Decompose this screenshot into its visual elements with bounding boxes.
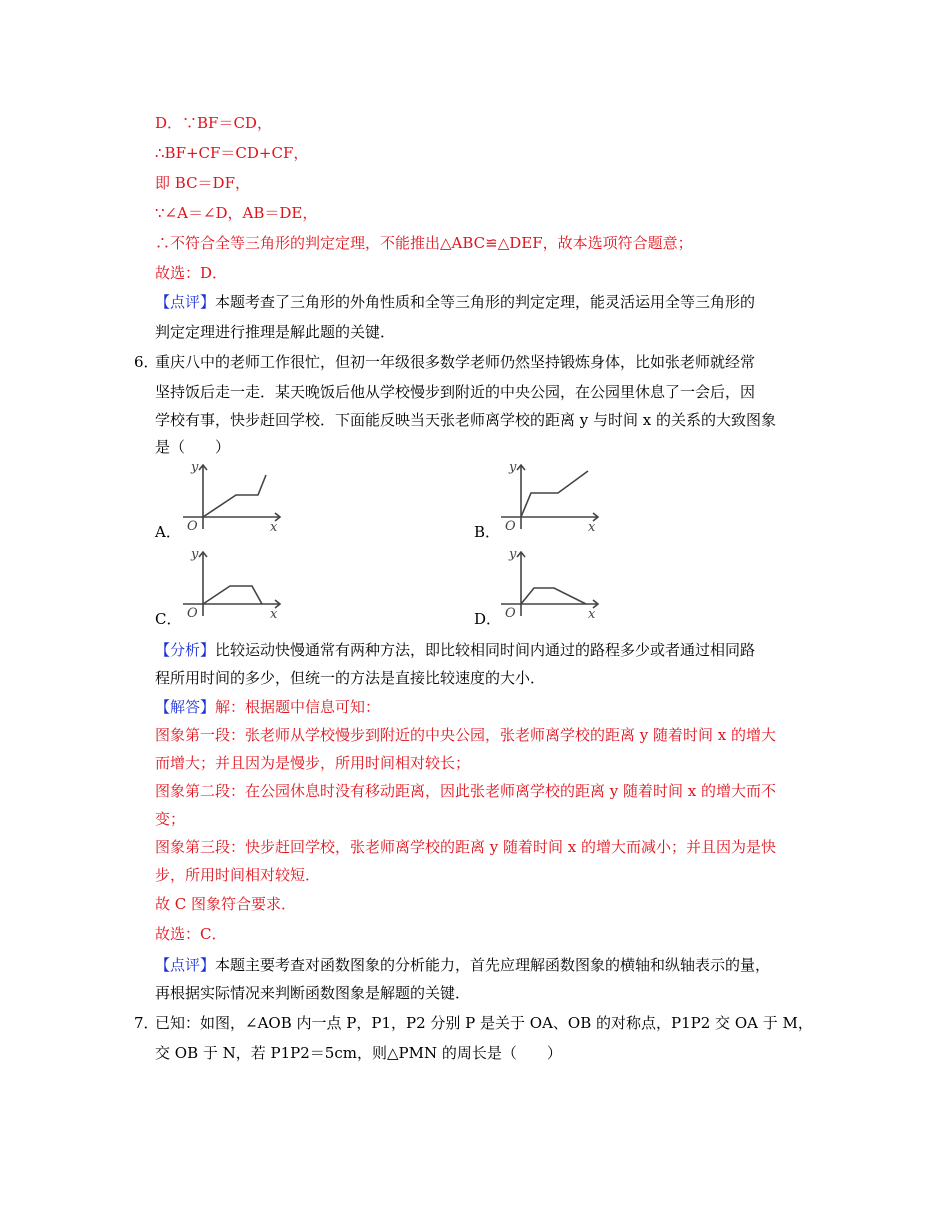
answer-text: 而增大；并且因为是慢步，所用时间相对较长； xyxy=(155,754,471,772)
solution-line: ∴BF+CF＝CD+CF， xyxy=(155,144,309,162)
option-b-graph[interactable] xyxy=(496,455,606,535)
origin-label: O xyxy=(187,606,198,621)
question-stem: 是（ ） xyxy=(155,438,231,456)
solution-line: ∴不符合全等三角形的判定定理，不能推出△ABC≌△DEF，故本选项符合题意； xyxy=(155,234,693,252)
graph-curve xyxy=(203,475,266,517)
question-number: 7． xyxy=(134,1014,159,1032)
question-stem: 学校有事，快步赶回学校．下面能反映当天张老师离学校的距离 y 与时间 x 的关系的大致图象 xyxy=(155,411,777,429)
solution-line: ∵∠A＝∠D，AB＝DE， xyxy=(155,204,318,222)
comment-text: 再根据实际情况来判断函数图象是解题的关键． xyxy=(155,984,471,1002)
y-axis-label: y xyxy=(191,460,199,475)
solution-line: 故选：D． xyxy=(155,264,228,282)
comment-text: 判定定理进行推理是解此题的关键． xyxy=(155,323,396,341)
question-stem: 坚持饭后走一走．某天晚饭后他从学校慢步到附近的中央公园，在公园里休息了一会后，因 xyxy=(155,383,756,401)
graph-curve xyxy=(521,471,588,517)
comment-text: 本题考查了三角形的外角性质和全等三角形的判定定理，能灵活运用全等三角形的 xyxy=(215,293,756,311)
question-stem: 重庆八中的老师工作很忙，但初一年级很多数学老师仍然坚持锻炼身体，比如张老师就经常 xyxy=(155,353,756,371)
option-d-graph[interactable] xyxy=(496,542,606,622)
origin-label: O xyxy=(505,519,516,534)
origin-label: O xyxy=(505,606,516,621)
question-stem: 交 OB 于 N，若 P1P2＝5cm，则△PMN 的周长是（ ） xyxy=(155,1044,562,1062)
x-axis-label: x xyxy=(270,520,278,535)
x-axis-label: x xyxy=(270,607,278,622)
answer-text: 变； xyxy=(155,810,186,828)
analysis-tag: 【分析】 xyxy=(155,641,216,659)
answer-text: 图象第一段：张老师从学校慢步到附近的中央公园，张老师离学校的距离 y 随着时间 x 的增大 xyxy=(155,726,777,744)
analysis-text: 比较运动快慢通常有两种方法，即比较相同时间内通过的路程多少或者通过相同路 xyxy=(215,641,756,659)
x-axis-label: x xyxy=(588,520,596,535)
answer-text: 图象第二段：在公园休息时没有移动距离，因此张老师离学校的距离 y 随着时间 x 的增大而不 xyxy=(155,782,777,800)
graph-curve xyxy=(203,586,262,604)
comment-block xyxy=(155,955,770,975)
option-b-label[interactable]: B． xyxy=(474,523,501,541)
option-c-graph[interactable] xyxy=(178,542,288,622)
answer-text: 图象第三段：快步赶回学校，张老师离学校的距离 y 随着时间 x 的增大而减小；并且因为是快 xyxy=(155,838,777,856)
solution-line: 即 BC＝DF， xyxy=(155,174,250,192)
answer-tag: 【解答】 xyxy=(155,698,216,716)
option-a-label[interactable]: A． xyxy=(155,523,181,541)
comment-block xyxy=(155,292,755,312)
comment-tag: 【点评】 xyxy=(155,293,216,311)
answer-text: 解：根据题中信息可知： xyxy=(215,698,381,716)
answer-text: 步，所用时间相对较短． xyxy=(155,866,321,884)
answer-text: 故 C 图象符合要求． xyxy=(155,895,297,913)
x-axis-label: x xyxy=(588,607,596,622)
origin-label: O xyxy=(187,519,198,534)
comment-tag: 【点评】 xyxy=(155,956,216,974)
analysis-text: 程所用时间的多少，但统一的方法是直接比较速度的大小． xyxy=(155,669,546,687)
option-c-label[interactable]: C． xyxy=(155,610,182,628)
y-axis-label: y xyxy=(509,460,517,475)
answer-block xyxy=(155,697,380,717)
y-axis-label: y xyxy=(509,547,517,562)
analysis-block xyxy=(155,640,755,660)
solution-line: D．∵BF＝CD， xyxy=(155,114,272,132)
option-d-label[interactable]: D． xyxy=(474,610,502,628)
comment-text: 本题主要考查对函数图象的分析能力，首先应理解函数图象的横轴和纵轴表示的量， xyxy=(215,956,771,974)
graph-curve xyxy=(521,588,586,604)
y-axis-label: y xyxy=(191,547,199,562)
question-number: 6． xyxy=(134,353,159,371)
question-stem: 已知：如图，∠AOB 内一点 P，P1，P2 分别 P 是关于 OA、OB 的对称点，P1P2 交 OA 于 M， xyxy=(155,1014,813,1032)
answer-text: 故选：C． xyxy=(155,925,227,943)
option-a-graph[interactable] xyxy=(178,455,288,535)
